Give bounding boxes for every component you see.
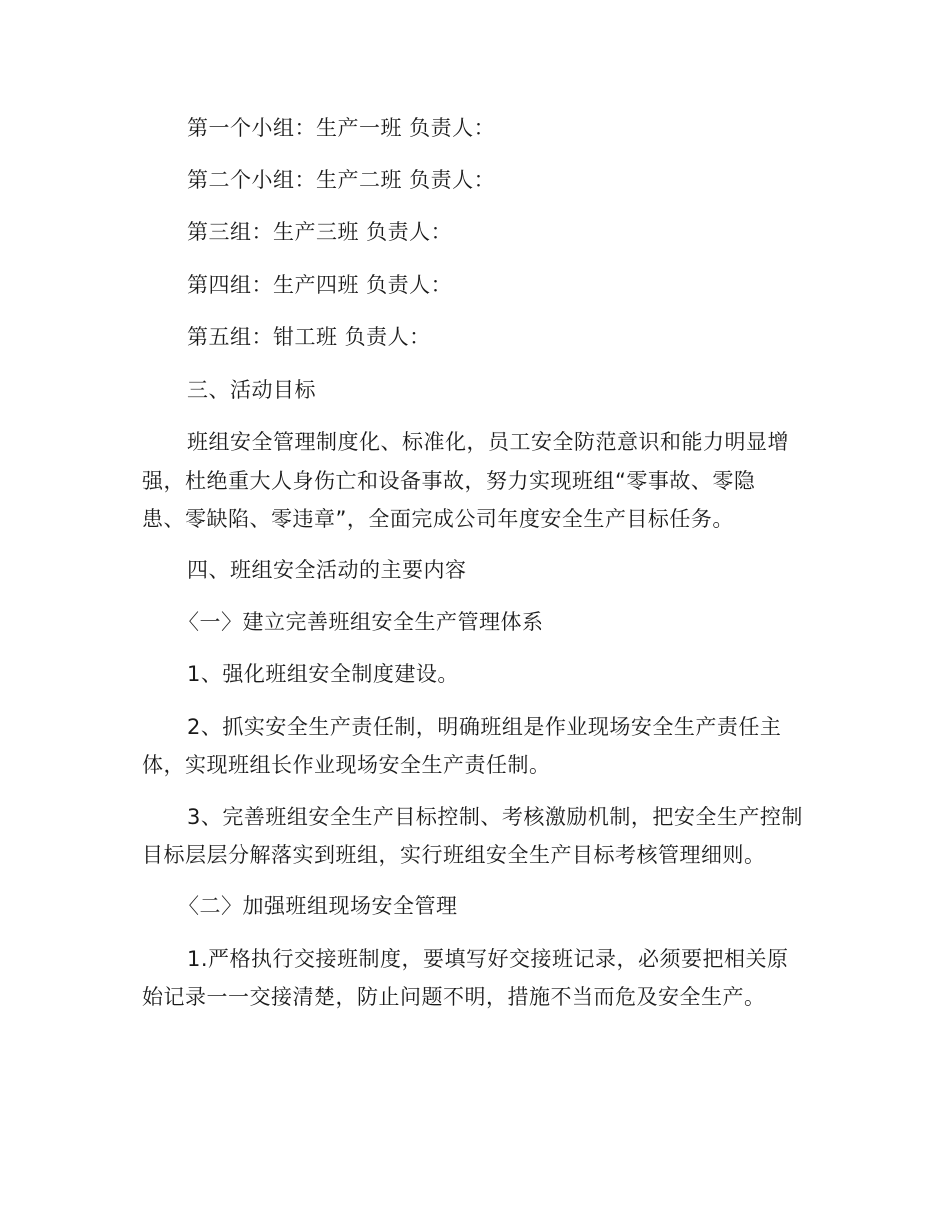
subsection-2-heading: 〈二〉加强班组现场安全管理 (178, 894, 458, 918)
group-2-line: 第二个小组：生产二班 负责人： (187, 168, 496, 192)
list-item-line: 始记录一一交接清楚，防止问题不明，措施不当而危及安全生产。 (142, 985, 766, 1009)
section-3-heading: 三、活动目标 (187, 378, 316, 402)
group-4-line: 第四组：生产四班 负责人： (187, 273, 453, 297)
list-item-line: 体，实现班组长作业现场安全生产责任制。 (142, 753, 551, 777)
section-3-body-line: 患、零缺陷、零违章”，全面完成公司年度安全生产目标任务。 (142, 507, 734, 531)
subsection-1-heading: 〈一〉建立完善班组安全生产管理体系 (178, 610, 544, 634)
list-item-line: 3、完善班组安全生产目标控制、考核激励机制，把安全生产控制 (187, 805, 803, 829)
group-5-line: 第五组：钳工班 负责人： (187, 325, 431, 349)
section-4-heading: 四、班组安全活动的主要内容 (187, 558, 467, 582)
group-1-line: 第一个小组：生产一班 负责人： (187, 116, 496, 140)
section-3-body-line: 强，杜绝重大人身伤亡和设备事故，努力实现班组“零事故、零隐 (142, 469, 756, 493)
list-item-line: 1.严格执行交接班制度，要填写好交接班记录，必须要把相关原 (187, 947, 789, 971)
list-item-line: 目标层层分解落实到班组，实行班组安全生产目标考核管理细则。 (142, 843, 766, 867)
list-item: 1、强化班组安全制度建设。 (187, 662, 459, 686)
section-3-body-line: 班组安全管理制度化、标准化，员工安全防范意识和能力明显增 (187, 430, 789, 454)
group-3-line: 第三组：生产三班 负责人： (187, 220, 453, 244)
list-item-line: 2、抓实安全生产责任制，明确班组是作业现场安全生产责任主 (187, 715, 782, 739)
